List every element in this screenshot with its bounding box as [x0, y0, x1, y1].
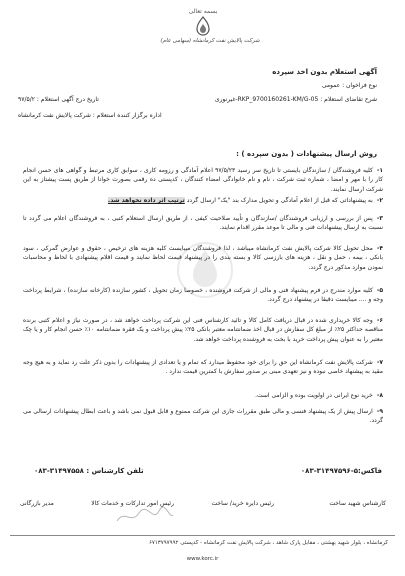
- footer-address: کرمانشاه ، بلوار شهید بهشتی ، مقابل پارک شاهد ، شرکت پالایش نفت کرمانشاه - کدپستی ۶۷۱۳۷۹۷۹۹۲: [148, 540, 388, 546]
- organizer: اداره برگزار کننده استعلام : شرکت پالایش نفت کرمانشاه: [18, 112, 162, 119]
- fax-number: فاکس:۵-۳۱۴۹۷۵۹۶-۰۸۳: [300, 467, 382, 475]
- item-number: ۵-: [376, 287, 383, 294]
- announcement-date: تاریخ درج آگهی استعلام : ۹۷/۵/۲: [18, 96, 99, 103]
- item-3: [23, 214, 383, 233]
- signature-expert: کارشناس شهید ساخت: [329, 500, 386, 507]
- item-4: [23, 244, 383, 272]
- besmellah-text: بسمه تعالی: [188, 8, 218, 15]
- item-highlight: ترتیب اثر داده نخواهد شد.: [107, 197, 185, 204]
- item-number: ۳-: [376, 215, 383, 222]
- item-text: ارسال پیش از یک پیشنهاد فنسی و مالی طبق مقررات جاری این شرکت ممنوع و قابل قبول نمی باشد و باعث ابطال پیشنهادات ارسالی می گردد.: [23, 408, 383, 425]
- item-text: کلیه موارد مندرج در فرم پیشنهاد فنی و مالی از شرکت فروشنده ، خصوصا زمان تحویل ، کشور سازنده (کارخانه سازنده) ، شرایط پرداخت وجه و .... میبایست دقیقا در پیشنهاد درج گردد.: [23, 287, 383, 304]
- item-text: پس از بررسی و ارزیابی فروشندگان /سازندگان و تأیید صلاحیت کیفی ، از طریق ارسال استعلام کتبی ، به فروشندگان اعلام می گردد تا نسبت به ارسال پیشنهادات فنی و مالی تا موعد مقرر اقدام نمایند.: [23, 215, 383, 232]
- footer-website: www.korc.ir: [186, 556, 219, 562]
- item-number: ۸-: [376, 392, 383, 399]
- item-2: [23, 196, 383, 205]
- signature-procurement-head: رئیس امور تدارکات و خدمات کالا: [91, 500, 174, 507]
- contact-row: [14, 467, 392, 481]
- item-number: ۴-: [376, 245, 383, 252]
- item-6: [23, 316, 383, 344]
- item-7: [23, 358, 383, 377]
- item-number: ۱-: [376, 167, 383, 174]
- expert-phone: تلفن کارشناس : ۳۱۴۹۷۵۵۸-۰۸۳: [34, 467, 144, 475]
- item-number: ۲-: [376, 197, 383, 204]
- letterhead: [0, 4, 405, 50]
- signature-dept-head: رئیس دایره خرید/ ساخت: [211, 500, 274, 507]
- item-number: ۹-: [376, 408, 383, 415]
- item-5: [23, 286, 383, 305]
- item-8: [23, 391, 383, 400]
- item-1: [23, 166, 383, 194]
- item-text: خرید نوع ایرانی در اولویت بوده و الزامی است.: [255, 392, 373, 399]
- signature-row: [14, 500, 392, 512]
- item-text: کلیه فروشندگان / سازندگان بایستی تا تاریخ سر رسید ۹۷/۵/۲۳ اعلام آمادگی و رزومه کاری ، سوابق کاری مرتبط و گواهی های حسن انجام کار را با مهر و امضا ، شماره ثبت شرکت ، نام و نام خانوادگی امضاء کنندگان ، کدپستی ده رقمی بصورت خوانا از طریق پست پیشتاز به این شرکت ارسال نمایند.: [23, 167, 383, 193]
- company-name: شرکت پالایش نفت کرمانشاه (سهامی عام): [160, 38, 260, 44]
- item-number: ۷-: [376, 359, 383, 366]
- footer-divider: [10, 535, 395, 536]
- signature-commerce-manager: مدیر بازرگانی: [20, 500, 54, 507]
- section-title: روش ارسال پیشنهادات ( بدون سپرده ) :: [236, 150, 377, 158]
- item-text: محل تحویل کالا شرکت پالایش نفت کرمانشاه میباشد ، لذا فروشندگان میبایست کلیه هزینه های ترخیص ، حقوق و عوارض گمرکی ، سود بانکی ، بیمه ، حمل و نقل ، هزینه های بارزسی کالا و بسته بندی را در پیشنهاد قیمت لحاظ نمایند و قیمت اقلام پیشنهادی با لحاظ و محاسبات نمودن موارد مذکور درج گردد.: [23, 245, 383, 271]
- item-text: شرکت پالایش نفت کرمانشاه این حق را برای خود محفوظ میدارد که تمام و یا تعدادی از پیشنهادات را بدون ذکر علت رد نماید و به هیچ وجه مقید به پیشنهاد خاصی نبوده و نیز تعهدی مبنی بر صدور سفارش با کمترین قیمت ندارد .: [23, 359, 383, 376]
- tender-number: شرح تقاضای استعلام : RKP_9700160261-KM/G-05-غیرنوری: [214, 96, 377, 103]
- company-logo-icon: [191, 16, 215, 38]
- item-text: به پیشنهاداتی که قبل از اعلام آمادگی و تحویل مدارک بند "یک" ارسال گردد: [186, 197, 373, 204]
- item-9: [23, 407, 383, 426]
- announcement-title: آگهی استعلام بدون اخذ سپرده: [272, 68, 377, 76]
- signature-scribble-icon: [115, 505, 175, 527]
- item-number: ۶-: [376, 317, 383, 324]
- item-text: وجه کالا خریداری شده در قبال دریافت کامل کالا و تائید کارشناس فنی این شرکت پرداخت خواهد شد ، در صورت نیاز و اعلام کتبی برنده مناقصه حداکثر ۲۵٪ از مبلغ کل سفارش در قبال اخذ ضمانتنامه معتبر بانکی ۲۵٪ پیش پرداخت و یک فقره ضمانتنامه ۱۰٪ حسن انجام کار و یا چک معتبر را به عنوان پیش پرداخت خرید با بخت به فروشنده پرداخت خواهد شد.: [23, 317, 383, 343]
- call-type: نوع فراخوان : عمومی: [321, 82, 377, 89]
